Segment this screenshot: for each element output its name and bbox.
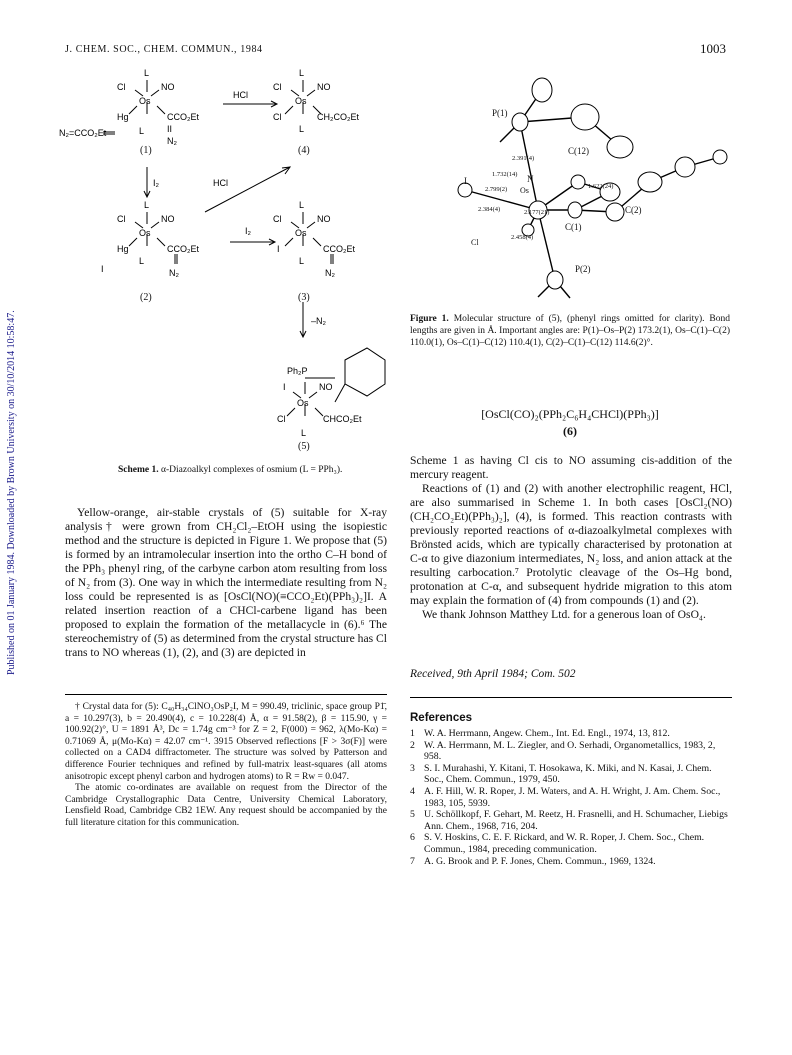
received-line: Received, 9th April 1984; Com. 502 [410, 668, 576, 680]
bond-label-os-cl: 2.384(4) [478, 206, 501, 213]
figure-caption: Figure 1. Molecular structure of (5), (phenyl rings omitted for clarity). Bond lengths are given in Å. Important angles are: P(1)–Os–P(2) 173.2(1), Os–C(1)–C(2) 110.0(1), Os–C(1)–C(12) 110.4(1), C(2)–C(1)–C(12) 114.6(2)°. [410, 314, 730, 348]
bond-label-os-c1: 2.177(21) [524, 209, 550, 216]
atom-label-cl: Cl [471, 238, 479, 247]
scheme-label-1: (1) [140, 145, 152, 156]
atom-label-c12: C(12) [568, 146, 589, 156]
svg-text:Hg: Hg [117, 112, 129, 122]
reference-item: 1 W. A. Herrmann, Angew. Chem., Int. Ed. Engl., 1974, 13, 812. [410, 728, 670, 739]
references-rule [410, 697, 732, 698]
svg-text:Cl: Cl [273, 112, 282, 122]
scheme-1-diagram [55, 62, 395, 462]
reference-item: 2 W. A. Herrmann, M. L. Ziegler, and O. Serhadi, Organometallics, 1983, 2, 958. [410, 739, 716, 763]
svg-text:I₂: I₂ [245, 226, 251, 236]
scheme-label-3: (3) [298, 292, 310, 303]
svg-text:Os: Os [295, 96, 307, 106]
scheme-label-2: (2) [140, 292, 152, 303]
svg-text:N₂=CCO₂Et: N₂=CCO₂Et [59, 128, 107, 138]
references-heading: References [410, 712, 473, 724]
atom-label-c1: C(1) [565, 222, 582, 232]
svg-text:L: L [144, 68, 150, 78]
svg-text:Cl: Cl [277, 414, 286, 424]
svg-text:Os: Os [295, 228, 307, 238]
svg-text:HCl: HCl [213, 178, 228, 188]
download-watermark: Published on 01 January 1984. Downloaded by Brown University on 30/10/2014 10:58:47. [6, 310, 17, 675]
svg-text:L: L [299, 68, 305, 78]
atom-label-c2: C(2) [625, 205, 642, 215]
scheme-label-5: (5) [298, 441, 310, 452]
svg-text:N₂: N₂ [167, 136, 177, 146]
svg-text:NO: NO [317, 82, 331, 92]
svg-text:L: L [139, 256, 145, 266]
scheme-label-4: (4) [298, 145, 310, 156]
footnote-rule [65, 694, 387, 695]
running-header: J. CHEM. SOC., CHEM. COMMUN., 1984 [65, 44, 263, 55]
svg-text:Cl: Cl [117, 214, 126, 224]
right-body-text: Scheme 1 as having Cl cis to NO assuming cis-addition of the mercury reagent. Reactions of (1) and (2) with another electrophilic reagent, HCl, are also summarised in Scheme 1. In both cases [OsCl₂(NO)(CH₂CO₂Et)(PPh₃)₂], (4), is formed. This reaction contrasts with previously reported reactions of α-diazoalkylmetal complexes with Brönsted acids, which are typically characterised by protonation at C-α to give diazonium intermediates, N₂ loss, and anion attack at the resulting carbocation.⁷ Protolytic cleavage of the Os–Hg bond, protonation at C-α, and subsequent hydride migration to this atom may explain the formation of (4) from compounds (1) and (2). We thank Johnson Matthey Ltd. for a generous loan of OsO₄. [410, 454, 732, 621]
svg-text:I: I [277, 244, 280, 254]
svg-text:N₂: N₂ [325, 268, 335, 278]
svg-text:Cl: Cl [273, 214, 282, 224]
svg-text:Cl: Cl [273, 82, 282, 92]
atom-label-p1: P(1) [492, 108, 508, 118]
bond-label-os-p1: 2.391(4) [512, 155, 535, 162]
left-body-text: Yellow-orange, air-stable crystals of (5) suitable for X-ray analysis† were grown from CH₂Cl₂–EtOH using the isopiestic method and the structure is depicted in Figure 1. We propose that (5) is formed by an intramolecular insertion into the ortho C–H bond of the PPh₃ phenyl ring, of the carbyne carbon atom resulting from loss of N₂ from (3). One way in which the intermediate resulting from N₂ loss could be represented is as [OsCl(NO)(≡CCO₂Et)(PPh₃)₂]I. A related insertion reaction of a CHCl-carbene ligand has been proposed to explain the formation of the metallacycle in (6).⁶ The stereochemistry of (5) as determined from the crystal structure has Cl trans to NO whereas (1), (2), and (3) are depicted in [65, 506, 387, 659]
svg-text:L: L [299, 124, 305, 134]
svg-text:NO: NO [317, 214, 331, 224]
svg-text:CCO₂Et: CCO₂Et [323, 244, 355, 254]
svg-text:CCO₂Et: CCO₂Et [167, 112, 199, 122]
svg-text:N₂: N₂ [169, 268, 179, 278]
svg-text:CH₂CO₂Et: CH₂CO₂Et [317, 112, 359, 122]
svg-text:CHCO₂Et: CHCO₂Et [323, 414, 362, 424]
svg-text:L: L [144, 200, 150, 210]
svg-text:Os: Os [297, 398, 309, 408]
svg-text:Cl: Cl [117, 82, 126, 92]
svg-text:I: I [101, 264, 104, 274]
svg-text:Os: Os [139, 228, 151, 238]
svg-text:NO: NO [161, 214, 175, 224]
svg-text:NO: NO [161, 82, 175, 92]
reference-item: 5 U. Schöllkopf, F. Gehart, M. Reetz, H. Frasnelli, and H. Schumacher, Liebigs Ann. Chem., 1968, 716, 204. [410, 809, 728, 832]
formula-6: [OsCl(CO)₂(PPh₂C₆H₄CHCl)(PPh₃)] [481, 407, 659, 421]
formula-6-label: (6) [563, 424, 577, 438]
reference-item: 7 A. G. Brook and P. F. Jones, Chem. Commun., 1969, 1324. [410, 855, 656, 867]
svg-text:Hg: Hg [117, 244, 129, 254]
page-number: 1003 [700, 41, 726, 56]
bond-label-os-n: 1.732(14) [492, 171, 518, 178]
reference-list [410, 728, 732, 867]
svg-text:L: L [301, 428, 307, 438]
svg-text:NO: NO [319, 382, 333, 392]
svg-text:L: L [299, 256, 305, 266]
svg-text:I₂: I₂ [153, 178, 159, 188]
atom-label-os: Os [520, 186, 529, 195]
svg-text:Os: Os [139, 96, 151, 106]
svg-text:HCl: HCl [233, 90, 248, 100]
bond-label-os-p2: 2.458(4) [511, 234, 534, 241]
svg-text:CCO₂Et: CCO₂Et [167, 244, 199, 254]
svg-text:II: II [167, 124, 173, 134]
reference-item: 3 S. I. Murahashi, Y. Kitani, T. Hosokawa, K. Miki, and N. Kasai, J. Chem. Soc., Chem. Commun., 1979, 450. [410, 762, 712, 786]
atom-label-n: N [527, 174, 534, 184]
reference-item: 6 S. V. Hoskins, C. E. F. Rickard, and W. R. Roper, J. Chem. Soc., Chem. Commun., 1984, preceding communication. [410, 832, 705, 855]
atom-label-p2: P(2) [575, 264, 591, 274]
svg-text:Ph₂P: Ph₂P [287, 366, 308, 376]
crystal-data-footnote: † Crystal data for (5): C₄₀H₃₄ClNO₃OsP₂I, M = 990.49, triclinic, space group P1̄, a = 10.297(3), b = 20.490(4), c = 10.228(4) Å, α = 91.58(2), β = 115.90, γ = 100.92(2)°, U = 1891 Å³, Dc = 1.74g cm⁻³ for Z = 2, F(000) = 962, λ(Mo-Kα) = 0.71069 Å, μ(Mo-Kα) = 42.07 cm⁻¹. 3915 Observed reflections [F > 3σ(F)] were collected on a CAD4 diffractometer. The structure was solved by Patterson and difference Fourier techniques and refined by full-matrix least-squares (all atoms anisotropic except phenyl carbon and hydrogen atoms) to R = Rw = 0.047. The atomic co-ordinates are available on request from the Director of the Cambridge Crystallographic Data Centre, University Chemical Laboratory, Lensfield Road, Cambridge CB2 1EW. Any request should be accompanied by the full literature citation for this communication. [65, 702, 387, 828]
reference-item: 4 A. F. Hill, W. R. Roper, J. M. Waters, and A. H. Wright, J. Am. Chem. Soc., 1983, 105, 5939. [410, 785, 721, 809]
atom-label-i: I [464, 176, 467, 186]
bond-label-n-o: 1.622(24) [588, 183, 614, 190]
bond-label-os-i: 2.799(2) [485, 186, 508, 193]
svg-text:–N₂: –N₂ [311, 316, 326, 326]
svg-text:L: L [299, 200, 305, 210]
svg-text:I: I [283, 382, 286, 392]
svg-text:L: L [139, 126, 145, 136]
scheme-caption: Scheme 1. α-Diazoalkyl complexes of osmium (L = PPh₃). [118, 465, 343, 475]
